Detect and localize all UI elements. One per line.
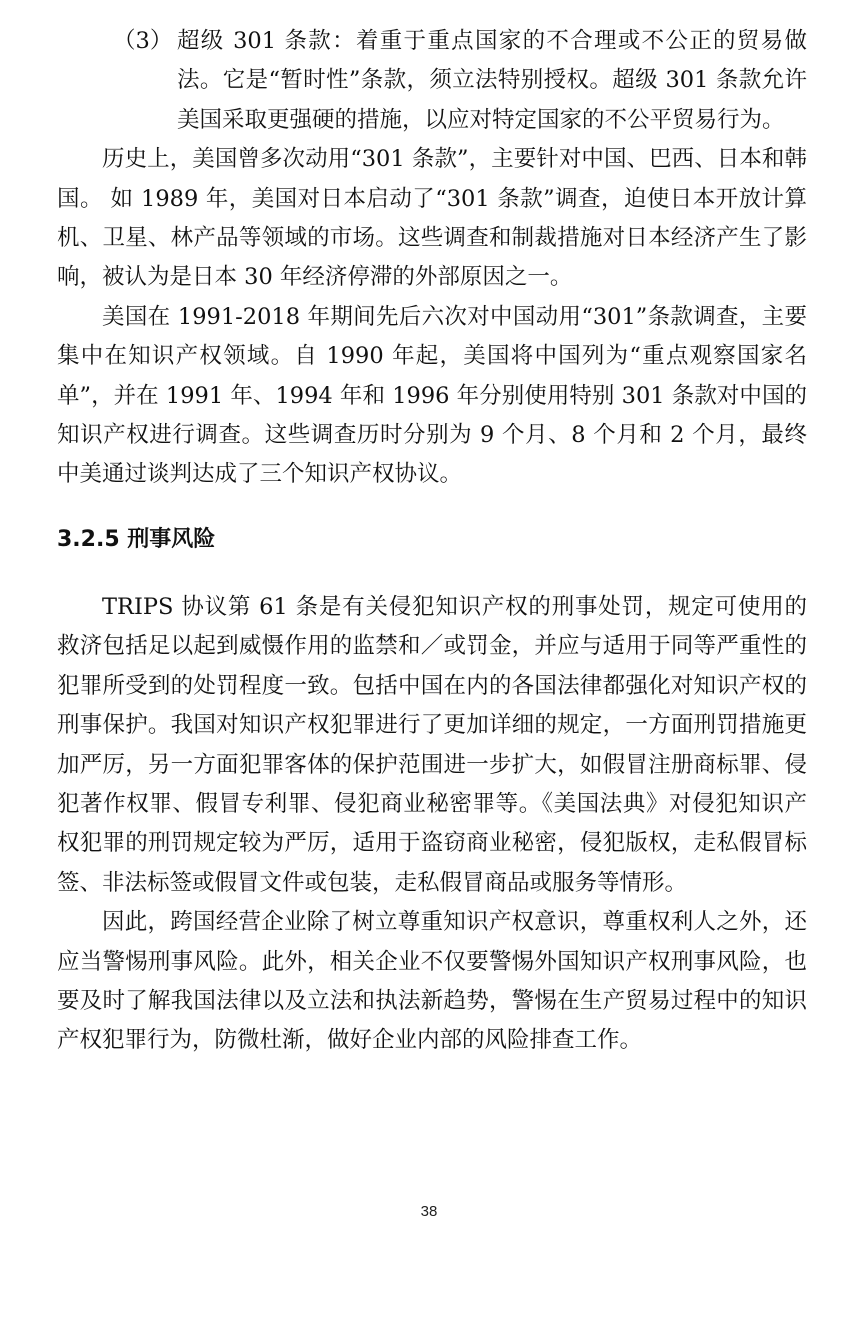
list-item-text: 超级 301 条款：着重于重点国家的不合理或不公正的贸易做法。它是“暂时性”条款，须立法特别授权。超级 301 条款允许美国采取更强硬的措施，以应对特定国家的不公平贸易行为。 <box>177 28 807 133</box>
document-page <box>57 22 807 1061</box>
paragraph-trips: TRIPS 协议第 61 条是有关侵犯知识产权的刑事处罚，规定可使用的救济包括足以起到威慑作用的监禁和／或罚金，并应与适用于同等严重性的犯罪所受到的处罚程度一致。包括中国在内的各国法律都强化对知识产权的刑事保护。我国对知识产权犯罪进行了更加详细的规定，一方面刑罚措施更加严厉，另一方面犯罪客体的保护范围进一步扩大，如假冒注册商标罪、侵犯著作权罪、假冒专利罪、侵犯商业秘密罪等。《美国法典》对侵犯知识产权犯罪的刑罚规定较为严厉，适用于盗窃商业秘密，侵犯版权，走私假冒标签、非法标签或假冒文件或包装，走私假冒商品或服务等情形。 <box>57 593 807 896</box>
list-item-number: （3） <box>113 28 173 54</box>
paragraph-history: 历史上，美国曾多次动用“301 条款”，主要针对中国、巴西、日本和韩国。 如 1989 年，美国对日本启动了“301 条款”调查，迫使日本开放计算机、卫星、林产品等领域的市场。这些调查和制裁措施对日本经济产生了影响，被认为是日本 30 年经济停滞的外部原因之一。 <box>57 146 807 291</box>
section-heading: 3.2.5 刑事风险 <box>57 526 216 552</box>
list-item-3 <box>57 22 807 140</box>
page-number: 38 <box>420 1203 438 1220</box>
paragraph-china-investigations: 美国在 1991-2018 年期间先后六次对中国动用“301”条款调查，主要集中在知识产权领域。自 1990 年起，美国将中国列为“重点观察国家名单”，并在 1991 年、1994 年和 1996 年分别使用特别 301 条款对中国的知识产权进行调查。这些调查历时分别为 9 个月、8 个月和 2 个月，最终中美通过谈判达成了三个知识产权协议。 <box>57 303 807 488</box>
paragraph-conclusion: 因此，跨国经营企业除了树立尊重知识产权意识，尊重权利人之外，还应当警惕刑事风险。此外，相关企业不仅要警惕外国知识产权刑事风险，也要及时了解我国法律以及立法和执法新趋势，警惕在生产贸易过程中的知识产权犯罪行为，防微杜渐，做好企业内部的风险排查工作。 <box>57 909 807 1054</box>
